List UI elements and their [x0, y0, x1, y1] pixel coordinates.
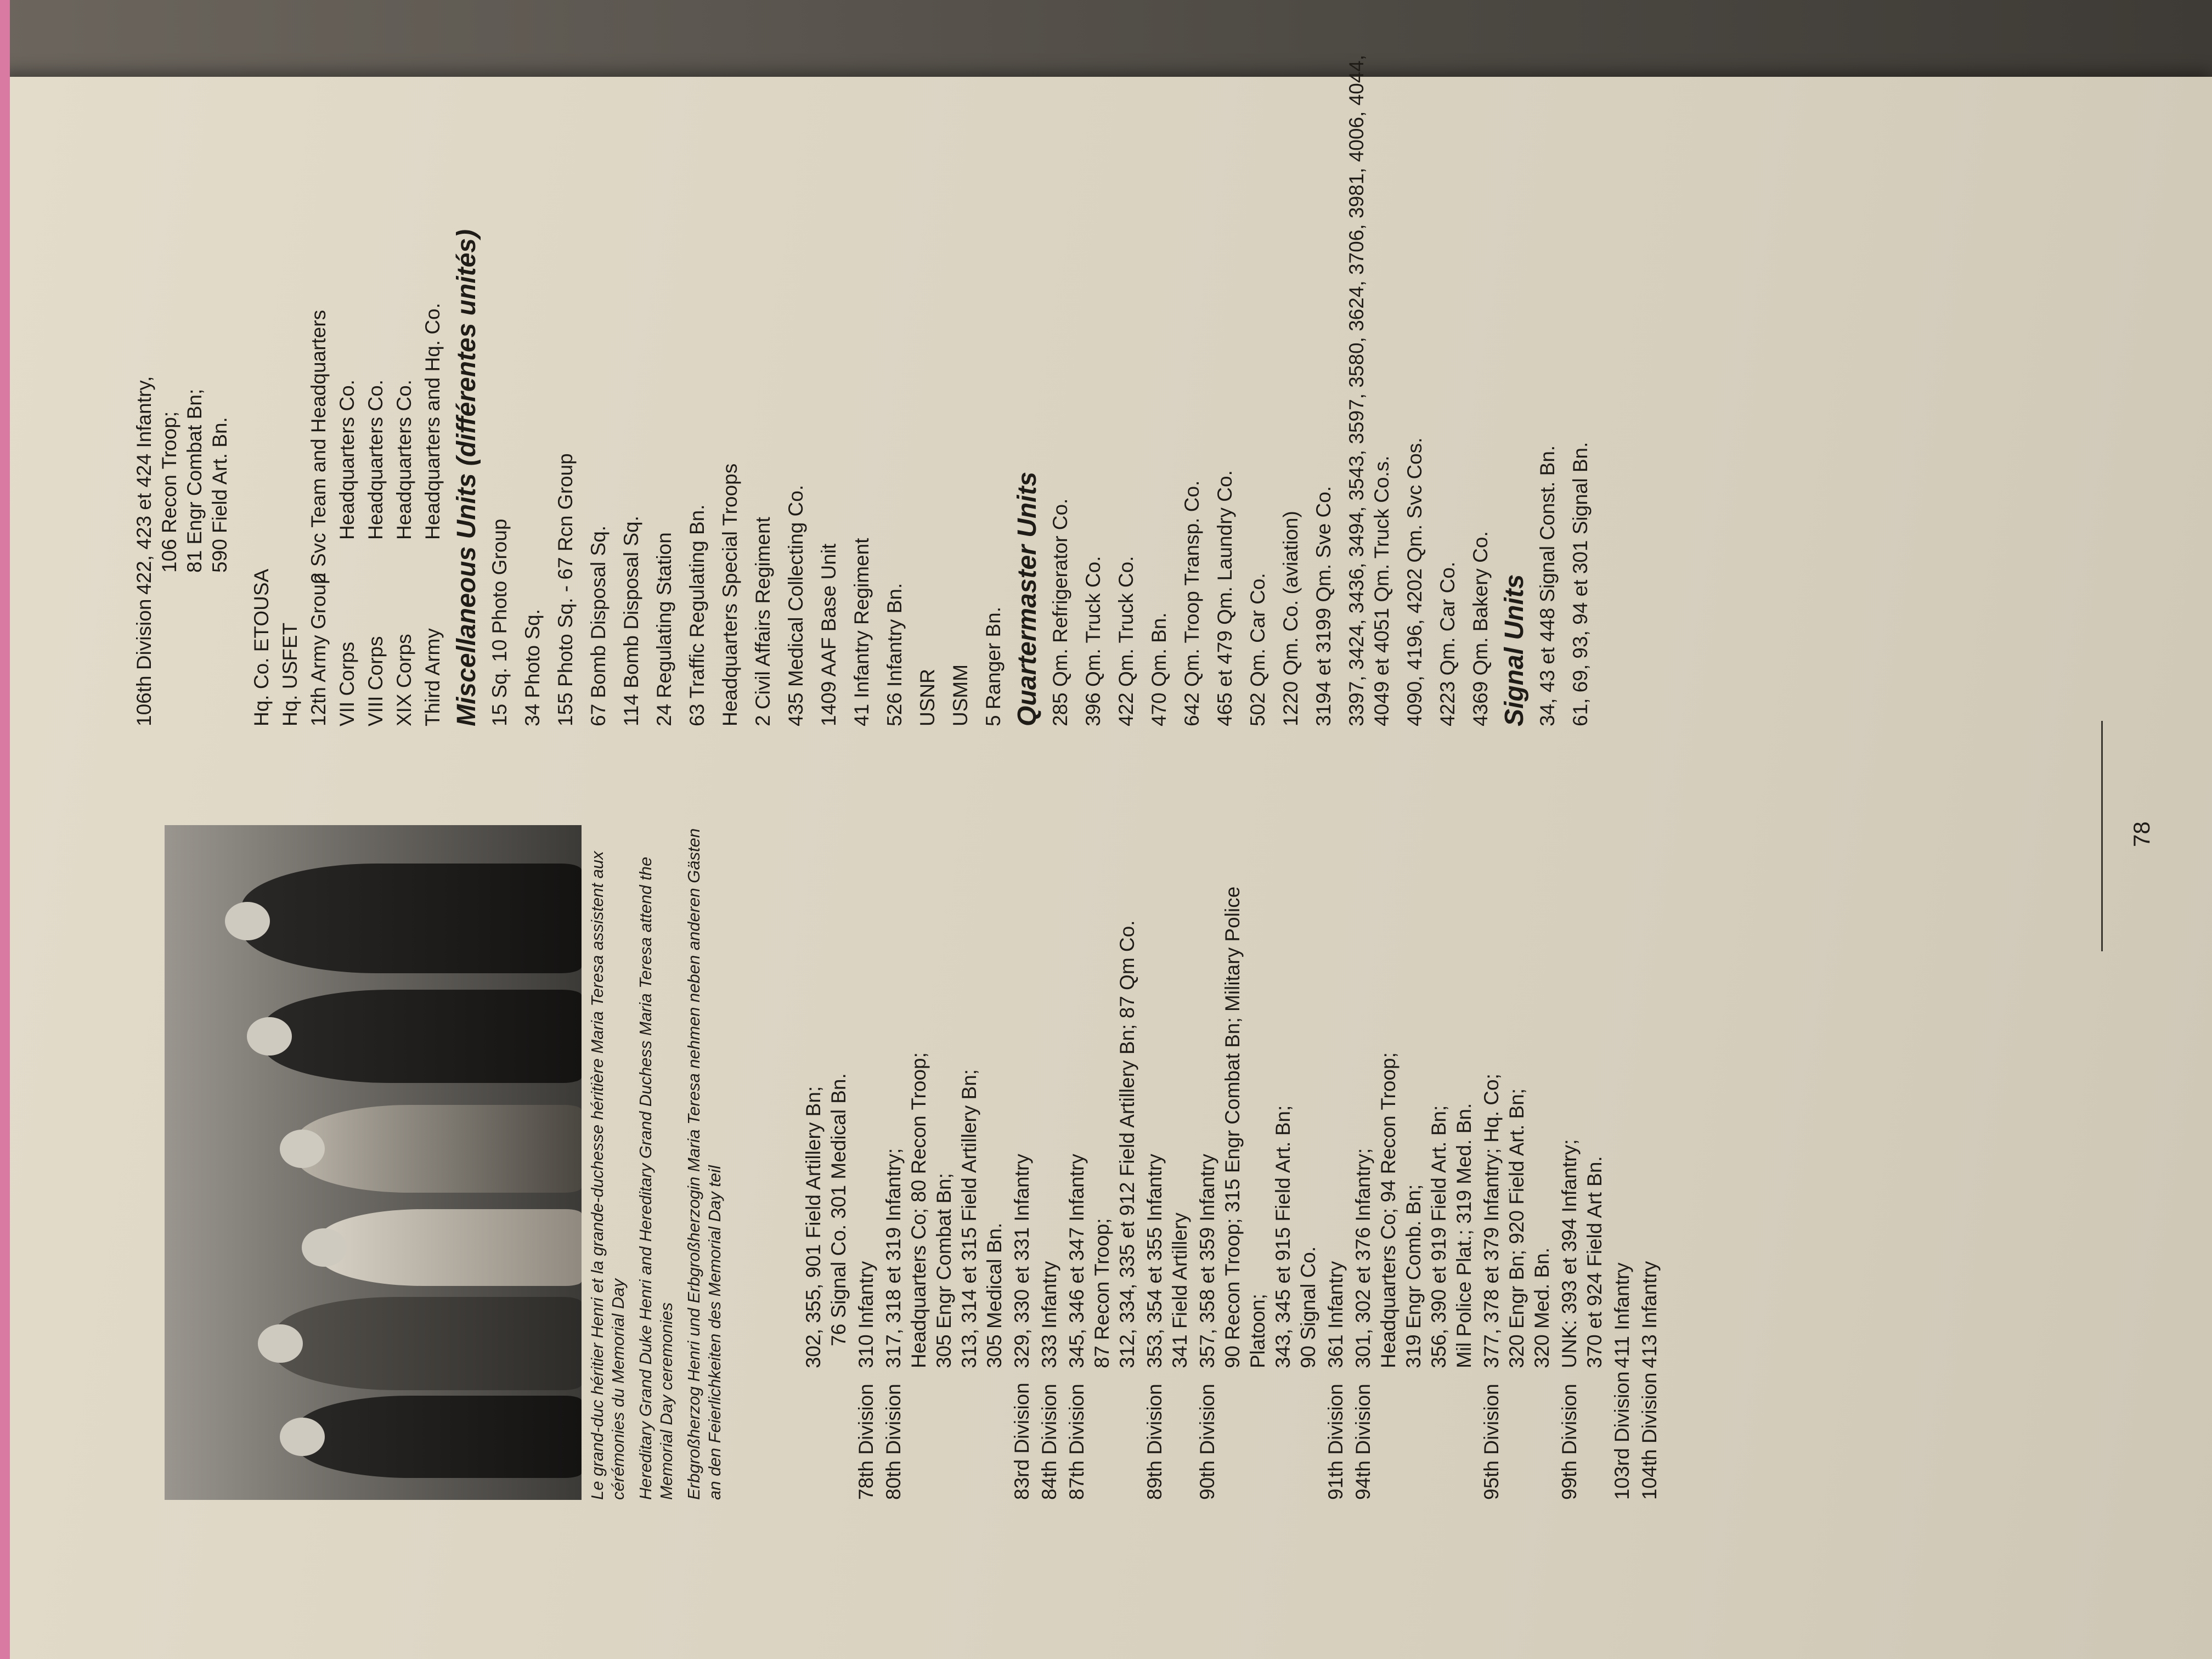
unit-line: 411 Infantry [1611, 1262, 1633, 1368]
misc-unit-item: USMM [949, 664, 972, 726]
division-label: 90th Division [1196, 1384, 1218, 1500]
hq-entry [278, 35, 303, 726]
hq-value [278, 35, 303, 623]
person-head [225, 902, 270, 940]
unit-line: 81 Engr Combat Bn; [183, 388, 206, 573]
quartermaster-unit-item: 396 Qm. Truck Co. [1082, 556, 1104, 726]
misc-unit-item: 114 Bomb Disposal Sq. [620, 516, 642, 726]
quartermaster-list [1048, 35, 1493, 726]
quartermaster-unit-item: 3194 et 3199 Qm. Sve Co. [1312, 486, 1335, 726]
photo-memorial-day [165, 825, 582, 1500]
hq-value: Headquarters and Hq. Co. [421, 303, 444, 540]
misc-unit-item: 41 Infantry Regiment [850, 538, 873, 726]
quartermaster-unit-item: 470 Qm. Bn. [1148, 612, 1170, 726]
division-entry [1351, 814, 1477, 1500]
unit-line: 320 Med. Bn. [1531, 1247, 1553, 1368]
division-label: 95th Division [1480, 1384, 1503, 1500]
person-figure [241, 864, 582, 973]
unit-line: 341 Field Artillery [1169, 1212, 1191, 1368]
misc-unit-item: 2 Civil Affairs Regiment [752, 517, 774, 726]
person-head [247, 1017, 292, 1056]
unit-line: 329, 330 et 331 Infantry [1011, 1154, 1033, 1368]
division-entry [1323, 814, 1348, 1500]
unit-line: Mil Police Plat.; 319 Med. Bn. [1453, 1103, 1475, 1368]
person-figure [318, 1209, 582, 1286]
misc-unit-item: 15 Sq. 10 Photo Group [488, 518, 511, 726]
unit-line: 353, 354 et 355 Infantry [1143, 1154, 1166, 1368]
hq-value: Headquarters Co. [364, 379, 387, 540]
unit-line: 319 Engr Comb. Bn; [1402, 1184, 1425, 1368]
misc-unit-item: 435 Medical Collecting Co. [785, 484, 807, 726]
hq-entry [306, 35, 331, 726]
unit-line: 302, 355, 901 Field Artillery Bn; [802, 1086, 825, 1368]
division-units [1351, 814, 1477, 1368]
division-units [1142, 814, 1193, 1368]
misc-units-list [487, 35, 1006, 726]
unit-line: 90 Recon Troop; 315 Engr Combat Bn; Military Police Platoon; [1221, 886, 1269, 1368]
hq-value: Headquarters Co. [336, 379, 358, 540]
unit-line: 90 Signal Co. [1297, 1246, 1319, 1368]
hq-label: XIX Corps [393, 634, 415, 726]
quartermaster-unit-item: 4090, 4196, 4202 Qm. Svc Cos. [1403, 437, 1426, 726]
division-label: 80th Division [882, 1384, 905, 1500]
division-units [1064, 814, 1140, 1368]
unit-line: 413 Infantry [1638, 1261, 1661, 1368]
division-entry [1009, 814, 1035, 1500]
person-head [280, 1418, 325, 1456]
hq-value [249, 35, 274, 569]
unit-line: 422, 423 et 424 Infantry, [133, 376, 155, 595]
unit-line: 106 Recon Troop; [158, 411, 180, 573]
unit-line: 313, 314 et 315 Field Artillery Bn; [958, 1069, 980, 1368]
misc-units-heading: Miscellaneous Units (différentes unités) [452, 229, 481, 726]
unit-line: 357, 358 et 359 Infantry [1196, 1154, 1218, 1368]
unit-line: 310 Infantry [855, 1261, 877, 1368]
division-entry [801, 814, 851, 1500]
signal-units-heading: Signal Units [1500, 574, 1529, 726]
division-entry [1142, 814, 1193, 1500]
hq-label: Hq. Co. ETOUSA [250, 568, 273, 726]
division-label: 78th Division [855, 1384, 877, 1500]
unit-line: 305 Medical Bn. [983, 1222, 1006, 1368]
unit-line: 301, 302 et 376 Infantry; [1352, 1148, 1374, 1368]
unit-line: 317, 318 et 319 Infantry; [882, 1148, 905, 1368]
quartermaster-unit-item: 422 Qm. Truck Co. [1115, 556, 1137, 726]
division-entry [1064, 814, 1140, 1500]
misc-unit-item: 63 Traffic Regulating Bn. [686, 504, 708, 726]
division-entry [881, 814, 1007, 1500]
misc-unit-item: 155 Photo Sq. - 67 Rcn Group [554, 453, 577, 726]
division-units [1037, 814, 1062, 1368]
division-label: 106th Division [133, 599, 155, 726]
right-column [132, 35, 1601, 726]
division-106-entry [132, 35, 233, 726]
hq-label: VII Corps [336, 641, 358, 726]
unit-line: 590 Field Art. Bn. [208, 417, 231, 573]
headquarters-list [249, 35, 445, 726]
division-units [881, 814, 1007, 1368]
unit-line: 361 Infantry [1324, 1261, 1347, 1368]
division-units [132, 35, 233, 595]
photo-caption [587, 825, 732, 1500]
hq-label: VIII Corps [364, 636, 387, 726]
quartermaster-unit-item: 1220 Qm. Co. (aviation) [1279, 511, 1302, 726]
division-label: 104th Division [1638, 1372, 1661, 1500]
division-entry [1479, 814, 1555, 1500]
unit-line: 377, 378 et 379 Infantry; Hq. Co; [1480, 1074, 1503, 1368]
quartermaster-heading: Quartermaster Units [1013, 471, 1042, 726]
division-label: 84th Division [1038, 1384, 1060, 1500]
quartermaster-unit-item: 4369 Qm. Bakery Co. [1469, 531, 1492, 726]
unit-line: 343, 345 et 915 Field Art. Bn; [1272, 1105, 1294, 1368]
unit-line: 305 Engr Combat Bn; [933, 1173, 955, 1368]
misc-unit-item: 67 Bomb Disposal Sq. [587, 525, 610, 726]
division-label: 87th Division [1065, 1384, 1088, 1500]
division-label: 91th Division [1324, 1384, 1347, 1500]
division-label [801, 1368, 851, 1500]
hq-label: Third Army [421, 628, 444, 726]
person-head [258, 1324, 303, 1363]
unit-line: UNK: 393 et 394 Infantry; [1558, 1139, 1581, 1368]
division-entry [1557, 814, 1607, 1500]
signal-unit-item: 61, 69, 93, 94 et 301 Signal Bn. [1569, 442, 1592, 726]
division-label: 99th Division [1558, 1384, 1581, 1500]
hq-entry [335, 35, 360, 726]
misc-unit-item: 5 Ranger Bn. [982, 606, 1005, 726]
hq-label: 12th Army Group [307, 573, 330, 726]
quartermaster-unit-item: 4223 Qm. Car Co. [1436, 561, 1459, 726]
signal-unit-item: 34, 43 et 448 Signal Const. Bn. [1536, 445, 1559, 726]
hq-value: 2 Svc Team and Headquarters [307, 309, 330, 584]
unit-line: 333 Infantry [1038, 1261, 1060, 1368]
division-label: 89th Division [1143, 1384, 1166, 1500]
unit-line: Headquarters Co; 80 Recon Troop; [907, 1052, 930, 1368]
person-head [280, 1130, 325, 1168]
misc-unit-item: 34 Photo Sq. [521, 609, 544, 726]
person-figure [296, 1396, 582, 1478]
division-label: 103rd Division [1611, 1371, 1633, 1500]
division-units [854, 814, 879, 1368]
division-entry [1037, 814, 1062, 1500]
hq-entry [420, 35, 445, 726]
person-head [302, 1228, 347, 1267]
hq-value: Headquarters Co. [393, 379, 415, 540]
unit-line: Headquarters Co; 94 Recon Troop; [1377, 1052, 1400, 1368]
division-entry [1610, 814, 1635, 1500]
person-figure [296, 1105, 582, 1193]
unit-line: 320 Engr Bn; 920 Field Art. Bn; [1505, 1088, 1528, 1368]
unit-line: 345, 346 et 347 Infantry [1065, 1154, 1088, 1368]
hq-entry [363, 35, 388, 726]
division-units [1323, 814, 1348, 1368]
hq-entry [392, 35, 417, 726]
unit-line: 76 Signal Co. 301 Medical Bn. [827, 1073, 850, 1346]
misc-unit-item: USNR [916, 669, 939, 726]
division-label: 94th Division [1352, 1384, 1374, 1500]
division-units [1557, 814, 1607, 1368]
misc-unit-item: Headquarters Special Troops [719, 463, 741, 726]
signal-units-list [1535, 35, 1593, 726]
division-entry [1195, 814, 1321, 1500]
caption-french: Le grand-duc héritier Henri et la grande-duchesse héritière Maria Teresa assistent aux cérémonies du Memorial Day [588, 851, 628, 1500]
quartermaster-unit-item: 465 et 479 Qm. Laundry Co. [1214, 470, 1236, 726]
unit-line: 370 et 924 Field Art Bn. [1583, 1156, 1606, 1368]
quartermaster-unit-item: 285 Qm. Refrigerator Co. [1049, 498, 1071, 726]
hq-label: Hq. USFET [279, 622, 301, 726]
unit-line: 87 Recon Troop; [1091, 1218, 1113, 1368]
caption-german: Erbgroßherzog Henri und Erbgroßherzogin Maria Teresa nehmen neben anderen Gästen an den Feierlichkeiten des Memorial Day teil [684, 828, 724, 1500]
division-units [1009, 814, 1035, 1368]
quartermaster-unit-item: 642 Qm. Troop Transp. Co. [1181, 480, 1203, 726]
division-units [1195, 814, 1321, 1368]
quartermaster-unit-item: 502 Qm. Car Co. [1246, 573, 1269, 726]
division-list [801, 814, 1664, 1500]
quartermaster-unit-item: 3397, 3424, 3436, 3494, 3543, 3597, 3580, 3624, 3706, 3981, 4006, 4044, 4049 et 4051 Qm. Truck Co.s. [1345, 54, 1393, 726]
person-figure [274, 1297, 582, 1390]
caption-english: Hereditary Grand Duke Henri and Hereditary Grand Duchess Maria Teresa attend the Memorial Day ceremonies [636, 856, 676, 1500]
division-units [1610, 814, 1635, 1368]
hq-entry [249, 35, 274, 726]
misc-unit-item: 24 Regulating Station [653, 532, 675, 726]
page-number: 78 [2129, 821, 2154, 847]
division-entry [854, 814, 879, 1500]
unit-line: 356, 390 et 919 Field Art. Bn; [1427, 1105, 1450, 1368]
footer-rule [2101, 721, 2103, 951]
division-label: 83rd Division [1011, 1383, 1033, 1500]
misc-unit-item: 526 Infantry Bn. [883, 583, 906, 726]
division-units [1637, 814, 1662, 1368]
misc-unit-item: 1409 AAF Base Unit [817, 543, 840, 726]
division-units [801, 814, 851, 1368]
division-entry [1637, 814, 1662, 1500]
division-units [1479, 814, 1555, 1368]
person-figure [263, 990, 582, 1083]
unit-line: 312, 334, 335 et 912 Field Artillery Bn; 87 Qm Co. [1116, 920, 1138, 1368]
